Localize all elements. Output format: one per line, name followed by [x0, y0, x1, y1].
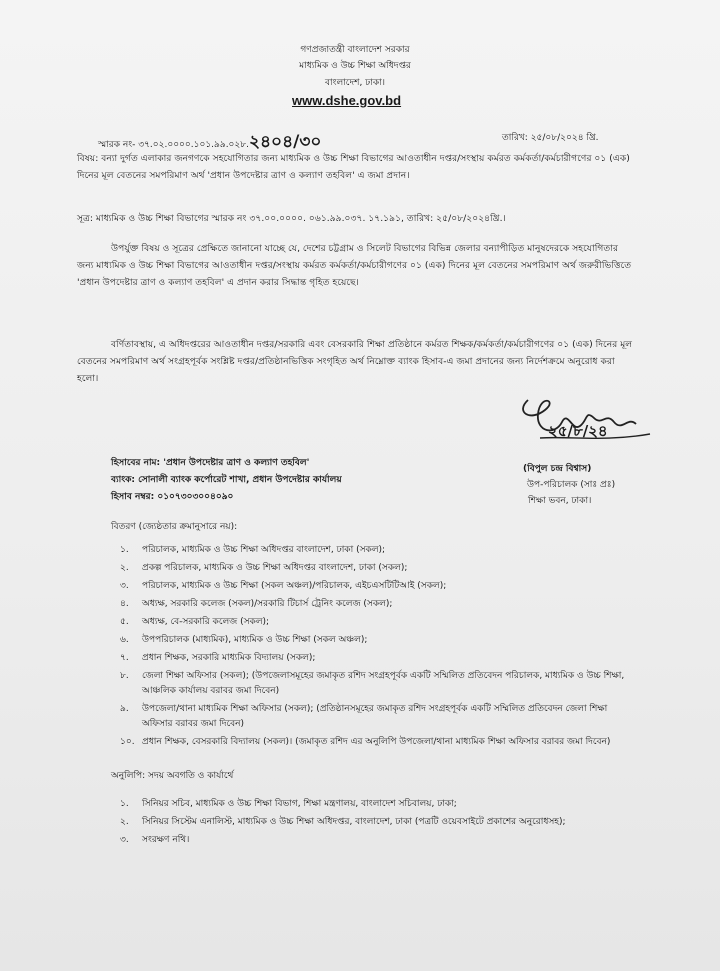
signatory-name: (বিপুল চন্দ্র বিশ্বাস): [523, 464, 592, 474]
distribution-list: [106, 543, 626, 753]
location-heading: বাংলাদেশ, ঢাকা।: [324, 78, 386, 88]
source-reference: সূত্র: মাধ্যমিক ও উচ্চ শিক্ষা বিভাগের স্মারক নং ৩৭.০০.০০০০. ০৬১.৯৯.০৩৭. ১৭.১৯১, তারিখ: ২৫/০৮/২০২৪খ্রি.।: [77, 213, 506, 224]
list-item: ৮. জেলা শিক্ষা অফিসার (সকল); (উপজেলাসমূহের জমাকৃত রশিদ সংগ্রহপূর্বক একটি সম্মিলিত প্রতিবেদন পরিচালক, মাধ্যমিক ও উচ্চ শিক্ষা, আঞ্চলিক কার্যালয় বরাবর জমা দিবেন): [120, 671, 625, 696]
office-heading: মাধ্যমিক ও উচ্চ শিক্ষা অধিদপ্তর: [299, 61, 411, 71]
distribution-title: বিতরণ (জ্যেষ্ঠতার ক্রমানুসারে নয়):: [111, 522, 238, 532]
memo-ref-prefix: স্মারক নং- ৩৭.০২.০০০০.১০১.৯৯.০২৮.: [98, 140, 249, 150]
list-item: ৭. প্রধান শিক্ষক, সরকারি মাধ্যমিক বিদ্যালয় (সকল);: [120, 653, 316, 663]
website-link[interactable]: www.dshe.gov.bd: [292, 93, 402, 108]
bank-account-name: হিসাবের নাম: 'প্রধান উপদেষ্টার ত্রাণ ও কল্যাণ তহবিল': [111, 458, 310, 468]
subject: [77, 150, 632, 184]
copy-title: অনুলিপি: সদয় অবগতি ও কার্যার্থে: [111, 771, 234, 781]
list-item: ৯. উপজেলা/থানা মাধ্যমিক শিক্ষা অফিসার (সকল); (প্রতিষ্ঠানসমূহের জমাকৃত রশিদ সংগ্রহপূর্বক একটি সম্মিলিত প্রতিবেদন জেলা শিক্ষা অফিসার বরাবর জমা দিবেন): [120, 704, 608, 729]
list-item: ৩. পরিচালক, মাধ্যমিক ও উচ্চ শিক্ষা (সকল অঞ্চল)/পরিচালক, এইচএসটিটিআই (সকল);: [120, 581, 447, 591]
subject-label: বিষয়:: [77, 153, 99, 164]
memo-date: তারিখ: ২৫/০৮/২০২৪ খ্রি.: [502, 133, 599, 143]
signatory-designation: উপ-পরিচালক (সাঃ প্রঃ): [527, 480, 616, 490]
memo-ref-handwritten: ২৪০৪/৩০: [248, 132, 322, 152]
list-item: ৫. অধ্যক্ষ, বে-সরকারি কলেজ (সকল);: [120, 617, 270, 627]
list-item: ১. সিনিয়র সচিব, মাধ্যমিক ও উচ্চ শিক্ষা বিভাগ, শিক্ষা মন্ত্রণালয়, বাংলাদেশ সচিবালয়, ঢাকা;: [120, 799, 457, 809]
paragraph-2: বর্ণিতাবস্থায়, এ অধিদপ্তরের আওতাধীন দপ্তর/সরকারি এবং বেসরকারি শিক্ষা প্রতিষ্ঠানে কর্মরত শিক্ষক/কর্মকর্তা/কর্মচারীগণের ০১ (এক) দিনের মূল বেতনের সমপরিমাণ অর্থ সংগ্রহপূর্বক সংশ্লিষ্ট দপ্তর/প্রতিষ্ঠানভিত্তিক সংগৃহিত অর্থ নিম্নোক্ত ব্যাংক হিসাব-এ জমা প্রদানের জন্য নির্দেশক্রমে অনুরোধ করা হলো।: [77, 339, 633, 384]
list-item: ৩. সংরক্ষণ নথি।: [120, 835, 190, 845]
bank-name: ব্যাংক: সোনালী ব্যাংক কর্পোরেট শাখা, প্রধান উপদেষ্টার কার্যালয়: [111, 475, 342, 485]
signature-date: ২৫/৮/২৪: [548, 422, 608, 440]
list-item: ১. পরিচালক, মাধ্যমিক ও উচ্চ শিক্ষা অধিদপ্তর বাংলাদেশ, ঢাকা (সকল);: [120, 545, 386, 555]
list-item: ১০. প্রধান শিক্ষক, বেসরকারি বিদ্যালয় (সকল)। (জমাকৃত রশিদ এর অনুলিপি উপজেলা/থানা মাধ্যমিক শিক্ষা অফিসার বরাবর জমা দিবেন): [120, 737, 611, 747]
list-item: ৬. উপপরিচালক (মাধ্যমিক), মাধ্যমিক ও উচ্চ শিক্ষা (সকল অঞ্চল);: [120, 635, 368, 645]
copy-list: [106, 797, 626, 851]
list-item: ২. প্রকল্প পরিচালক, মাধ্যমিক ও উচ্চ শিক্ষা অধিদপ্তর বাংলাদেশ, ঢাকা (সকল);: [120, 563, 408, 573]
list-item: ৪. অধ্যক্ষ, সরকারি কলেজ (সকল)/সরকারি টিচার্স ট্রেনিং কলেজ (সকল);: [120, 599, 393, 609]
gov-heading: গণপ্রজাতন্ত্রী বাংলাদেশ সরকার: [300, 45, 410, 55]
list-item: ২. সিনিয়র সিস্টেম এনালিস্ট, মাধ্যমিক ও উচ্চ শিক্ষা অধিদপ্তর, বাংলাদেশ, ঢাকা (পত্রটি ওয়েবসাইটে প্রকাশের অনুরোধসহ);: [120, 817, 566, 827]
paragraph-1: উপর্যুক্ত বিষয় ও সূত্রের প্রেক্ষিতে জানানো যাচ্ছে যে, দেশের চট্টগ্রাম ও সিলেট বিভাগের বিভিন্ন জেলার বন্যাপীড়িত মানুষদেরকে সহযোগিতার জন্য মাধ্যমিক ও উচ্চ শিক্ষা বিভাগের আওতাধীন দপ্তর/সংস্থায় কর্মরত কর্মকর্তা/কর্মচারীগণের ০১ (এক) দিনের মূল বেতনের সমপরিমাণ অর্থ জরুরীভিত্তিতে 'প্রধান উপদেষ্টার ত্রাণ ও কল্যাণ তহবিল' এ প্রদান করার সিদ্ধান্ত গৃহিত হয়েছে।: [77, 243, 632, 288]
signatory-office: শিক্ষা ভবন, ঢাকা।: [528, 496, 592, 506]
bank-account-number: হিসাব নম্বর: ০১০৭৩০৩০০৪০৯০: [111, 492, 234, 502]
subject-text: বন্যা দুর্গত এলাকার জনগণকে সহযোগিতার জন্য মাধ্যমিক ও উচ্চ শিক্ষা বিভাগের আওতাধীন দপ্তর/সংস্থায় কর্মরত কর্মকর্তা/কর্মচারীগণের ০১ (এক) দিনের মূল বেতনের সমপরিমাণ অর্থ 'প্রধান উপদেষ্টার ত্রাণ ও কল্যাণ তহবিল' এ জমা প্রদান।: [77, 153, 630, 181]
